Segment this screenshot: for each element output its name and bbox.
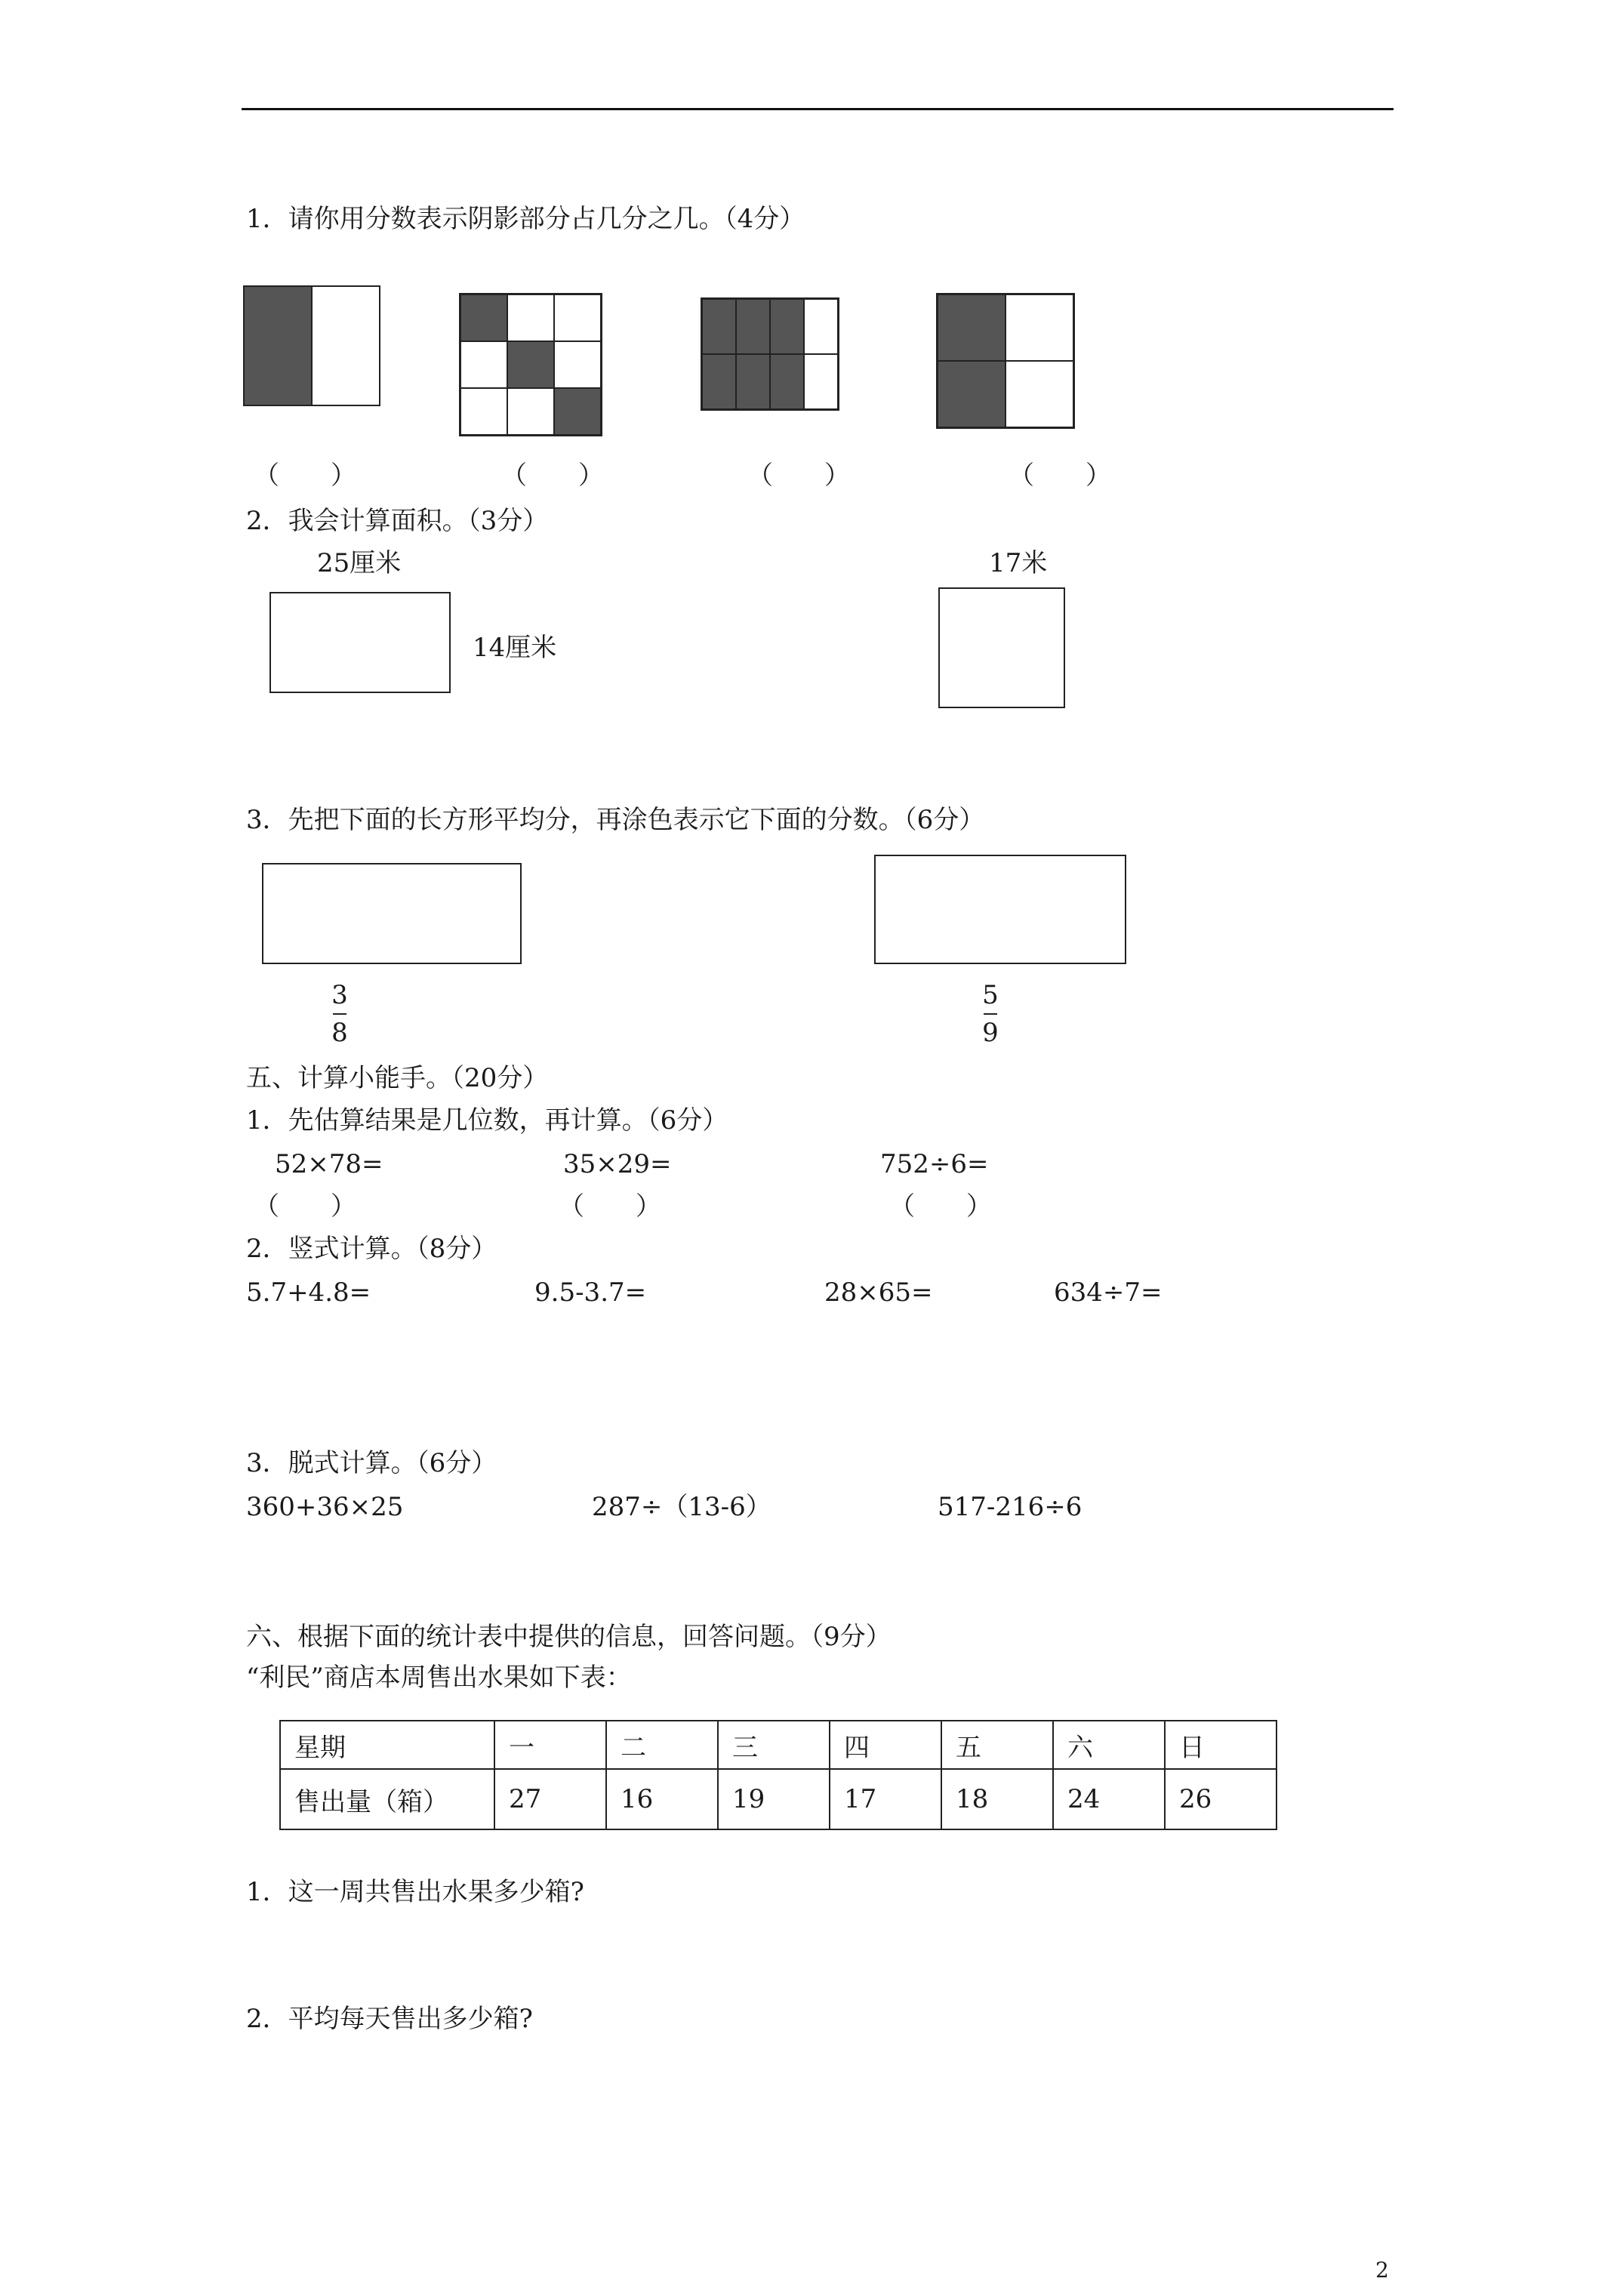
denominator: 9: [982, 1018, 999, 1048]
sales-cell: 27: [494, 1769, 606, 1829]
step-calc-2: 287÷（13-6）: [592, 1492, 771, 1522]
area-square: [938, 587, 1065, 708]
estimate-answer-2[interactable]: （ ）: [559, 1191, 661, 1222]
answer-blank-4[interactable]: （ ）: [1009, 461, 1111, 491]
figure-3x3-diagonal: [459, 293, 602, 436]
sales-table: [279, 1720, 1277, 1830]
sales-cell: 16: [606, 1769, 718, 1829]
day-cell: 四: [830, 1721, 941, 1769]
rectangle-to-divide-a[interactable]: [262, 863, 522, 964]
sales-cell: 17: [830, 1769, 941, 1829]
estimate-item-3: 752÷6=: [880, 1149, 989, 1179]
section5-title: 五、计算小能手。（20分）: [246, 1063, 549, 1093]
estimate-answer-3[interactable]: （ ）: [889, 1191, 992, 1222]
vertical-calc-4: 634÷7=: [1054, 1277, 1163, 1308]
vertical-calc-1: 5.7+4.8=: [246, 1277, 371, 1308]
estimate-item-2: 35×29=: [563, 1149, 672, 1179]
area-rectangle: [269, 592, 451, 693]
sales-cell: 24: [1053, 1769, 1165, 1829]
q4-2-title: 2．我会计算面积。（3分）: [246, 506, 549, 536]
section6-q2: 2．平均每天售出多少箱?: [246, 2004, 533, 2034]
section5-q3-title: 3．脱式计算。（6分）: [246, 1448, 497, 1478]
sales-cell: 18: [941, 1769, 1053, 1829]
square-side-label: 17米: [989, 548, 1048, 578]
figure-4x2-six-shaded: [701, 297, 839, 411]
step-calc-3: 517-216÷6: [938, 1492, 1083, 1522]
fraction-five-ninths: [975, 980, 1006, 1048]
answer-blank-1[interactable]: （ ）: [254, 461, 356, 491]
step-calc-1: 360+36×25: [246, 1492, 404, 1522]
row-header-weekday: 星期: [280, 1721, 494, 1769]
row-header-sales: 售出量（箱）: [280, 1769, 494, 1829]
vertical-calc-3: 28×65=: [824, 1277, 933, 1308]
sales-cell: 26: [1165, 1769, 1277, 1829]
estimate-item-1: 52×78=: [275, 1149, 383, 1179]
rect-width-label: 25厘米: [317, 548, 402, 578]
header-rule: [242, 108, 1394, 110]
page-number: 2: [1375, 2257, 1389, 2282]
section5-q2-title: 2．竖式计算。（8分）: [246, 1234, 497, 1264]
day-cell: 六: [1053, 1721, 1165, 1769]
estimate-answer-1[interactable]: （ ）: [254, 1191, 356, 1222]
table-row: [280, 1721, 1277, 1769]
sales-cell: 19: [718, 1769, 830, 1829]
fraction-three-eighths: [325, 980, 355, 1048]
vertical-calc-2: 9.5-3.7=: [534, 1277, 647, 1308]
day-cell: 五: [941, 1721, 1053, 1769]
numerator: 5: [982, 980, 999, 1010]
q4-1-title: 1．请你用分数表示阴影部分占几分之几。（4分）: [246, 204, 805, 234]
day-cell: 日: [1165, 1721, 1277, 1769]
day-cell: 三: [718, 1721, 830, 1769]
q4-3-title: 3．先把下面的长方形平均分，再涂色表示它下面的分数。（6分）: [246, 805, 985, 835]
table-row: [280, 1769, 1277, 1829]
numerator: 3: [331, 980, 348, 1010]
rectangle-to-divide-b[interactable]: [874, 855, 1126, 964]
answer-blank-3[interactable]: （ ）: [747, 461, 850, 491]
figure-2x2-left-shaded: [936, 293, 1075, 429]
denominator: 8: [331, 1018, 348, 1048]
section6-title: 六、根据下面的统计表中提供的信息，回答问题。（9分）: [246, 1622, 892, 1652]
day-cell: 一: [494, 1721, 606, 1769]
rect-height-label: 14厘米: [473, 633, 557, 663]
section5-q1-title: 1．先估算结果是几位数，再计算。（6分）: [246, 1105, 728, 1136]
section6-q1: 1．这一周共售出水果多少箱?: [246, 1877, 584, 1907]
day-cell: 二: [606, 1721, 718, 1769]
section6-intro: “利民”商店本周售出水果如下表：: [246, 1663, 632, 1693]
answer-blank-2[interactable]: （ ）: [501, 461, 604, 491]
